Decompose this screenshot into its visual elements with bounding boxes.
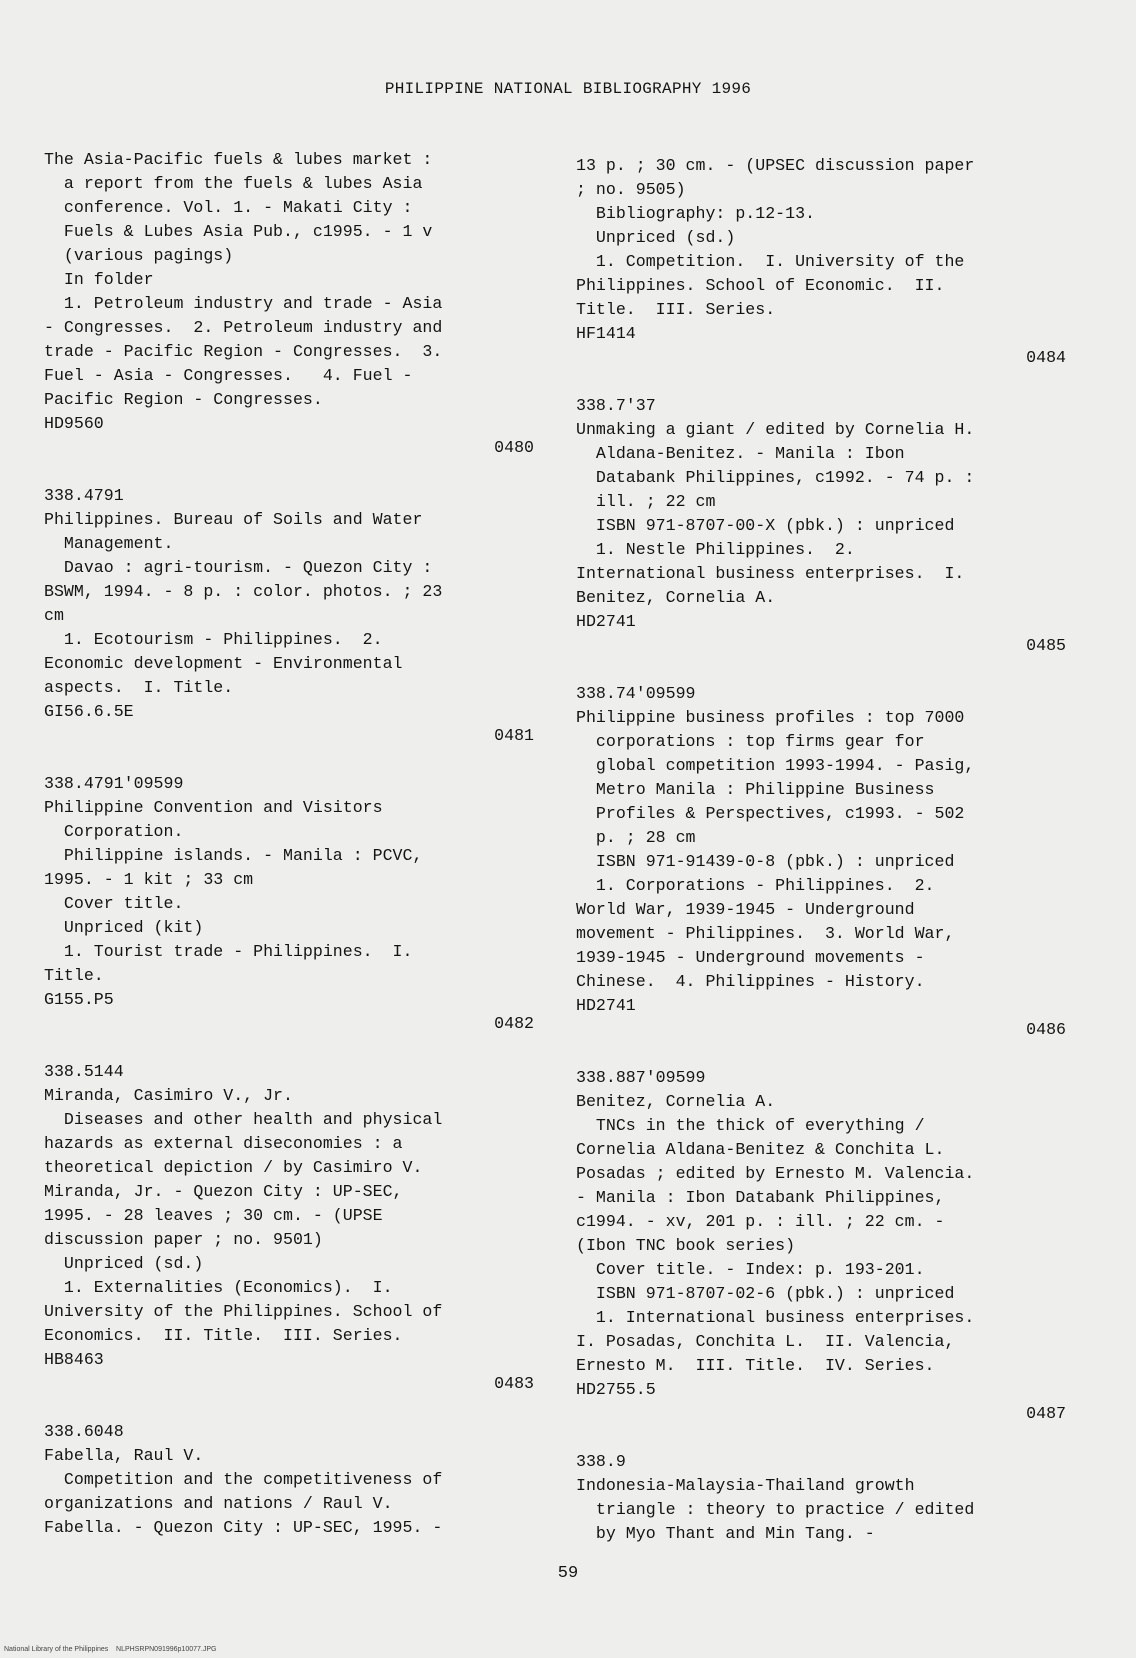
entry-line: HB8463 <box>44 1350 104 1369</box>
entry-line: triangle : theory to practice / edited <box>576 1500 975 1519</box>
entry-line: Benitez, Cornelia A. <box>576 588 776 607</box>
entry-line: Ernesto M. III. Title. IV. Series. <box>576 1356 935 1375</box>
entry-line: Cover title. <box>44 894 184 913</box>
entry-line: Posadas ; edited by Ernesto M. Valencia. <box>576 1164 975 1183</box>
entry-line: Philippine Convention and Visitors <box>44 798 383 817</box>
bibliography-column-left <box>44 148 534 1540</box>
entry-spacer <box>576 658 1066 682</box>
entry-line: 1. Ecotourism - Philippines. 2. <box>44 630 383 649</box>
entry-spacer <box>576 370 1066 394</box>
entry-number-text: 0487 <box>1026 1404 1066 1423</box>
entry-line: Management. <box>44 534 174 553</box>
entry-number-text: 0480 <box>494 438 534 457</box>
entry-number-text: 0482 <box>494 1014 534 1033</box>
entry-line: 1. Corporations - Philippines. 2. <box>576 876 935 895</box>
entry-line: Diseases and other health and physical <box>44 1110 443 1129</box>
entry-line: 338.4791'09599 <box>44 774 184 793</box>
entry-line: discussion paper ; no. 9501) <box>44 1230 323 1249</box>
entry-line: Title. <box>44 966 104 985</box>
entry-line: 1. Petroleum industry and trade - Asia <box>44 294 443 313</box>
entry-line: theoretical depiction / by Casimiro V. <box>44 1158 423 1177</box>
entry-line: Philippine islands. - Manila : PCVC, <box>44 846 423 865</box>
entry-line: global competition 1993-1994. - Pasig, <box>576 756 975 775</box>
entry-line: 1. Tourist trade - Philippines. I. <box>44 942 413 961</box>
entry-spacer <box>576 1042 1066 1066</box>
entry-number <box>576 346 1066 370</box>
entry-number <box>576 634 1066 658</box>
entry-line: HD2741 <box>576 612 636 631</box>
entry-line: conference. Vol. 1. - Makati City : <box>44 198 413 217</box>
entry-line: HD9560 <box>44 414 104 433</box>
entry-line: (various pagings) <box>44 246 234 265</box>
entry-number-text: 0484 <box>1026 348 1066 367</box>
entry-line: Title. III. Series. <box>576 300 776 319</box>
entry-line: ISBN 971-8707-02-6 (pbk.) : unpriced <box>576 1284 955 1303</box>
bibliography-entry <box>576 1066 1066 1402</box>
entry-line: Philippines. School of Economic. II. <box>576 276 945 295</box>
entry-line: Metro Manila : Philippine Business <box>576 780 935 799</box>
entry-line: Fuel - Asia - Congresses. 4. Fuel - <box>44 366 413 385</box>
page-title: PHILIPPINE NATIONAL BIBLIOGRAPHY 1996 <box>384 80 752 98</box>
page-number: 59 <box>557 1564 579 1583</box>
entry-line: Unpriced (sd.) <box>576 228 736 247</box>
entry-line: ; no. 9505) <box>576 180 686 199</box>
entry-line: Cornelia Aldana-Benitez & Conchita L. <box>576 1140 945 1159</box>
entry-line: Competition and the competitiveness of <box>44 1470 443 1489</box>
entry-line: a report from the fuels & lubes Asia <box>44 174 423 193</box>
entry-line: 1. Externalities (Economics). I. <box>44 1278 393 1297</box>
entry-line: Unpriced (kit) <box>44 918 204 937</box>
entry-line: Economic development - Environmental <box>44 654 403 673</box>
entry-line: aspects. I. Title. <box>44 678 234 697</box>
entry-line: Philippine business profiles : top 7000 <box>576 708 965 727</box>
entry-number <box>576 1018 1066 1042</box>
entry-line: trade - Pacific Region - Congresses. 3. <box>44 342 443 361</box>
bibliography-entry <box>44 1420 534 1540</box>
entry-line: Pacific Region - Congresses. <box>44 390 323 409</box>
entry-line: International business enterprises. I. <box>576 564 965 583</box>
entry-line: HD2741 <box>576 996 636 1015</box>
entry-number-text: 0485 <box>1026 636 1066 655</box>
entry-line: TNCs in the thick of everything / <box>576 1116 925 1135</box>
entry-number-text: 0481 <box>494 726 534 745</box>
entry-line: ill. ; 22 cm <box>576 492 716 511</box>
entry-line: Miranda, Casimiro V., Jr. <box>44 1086 293 1105</box>
entry-line: Corporation. <box>44 822 184 841</box>
bibliography-entry <box>576 394 1066 634</box>
bibliography-entry <box>44 772 534 1012</box>
entry-line: p. ; 28 cm <box>576 828 696 847</box>
entry-spacer <box>44 460 534 484</box>
entry-line: hazards as external diseconomies : a <box>44 1134 403 1153</box>
entry-line: Bibliography: p.12-13. <box>576 204 815 223</box>
entry-line: Profiles & Perspectives, c1993. - 502 <box>576 804 965 823</box>
entry-line: cm <box>44 606 64 625</box>
entry-number <box>576 1402 1066 1426</box>
entry-spacer <box>44 1036 534 1060</box>
entry-line: - Manila : Ibon Databank Philippines, <box>576 1188 945 1207</box>
entry-line: movement - Philippines. 3. World War, <box>576 924 955 943</box>
entry-line: 1. Competition. I. University of the <box>576 252 965 271</box>
entry-line: Aldana-Benitez. - Manila : Ibon <box>576 444 905 463</box>
entry-line: BSWM, 1994. - 8 p. : color. photos. ; 23 <box>44 582 443 601</box>
entry-line: organizations and nations / Raul V. <box>44 1494 393 1513</box>
entry-line: 338.5144 <box>44 1062 124 1081</box>
entry-line: Benitez, Cornelia A. <box>576 1092 776 1111</box>
scan-footer: National Library of the Philippines NLPHSRPN091996p10077.JPG <box>4 1646 217 1653</box>
bibliography-entry <box>44 148 534 436</box>
entry-line: 338.887'09599 <box>576 1068 706 1087</box>
entry-line: I. Posadas, Conchita L. II. Valencia, <box>576 1332 955 1351</box>
entry-line: The Asia-Pacific fuels & lubes market : <box>44 150 433 169</box>
entry-line: - Congresses. 2. Petroleum industry and <box>44 318 443 337</box>
entry-line: HD2755.5 <box>576 1380 656 1399</box>
entry-line: 1939-1945 - Underground movements - <box>576 948 925 967</box>
entry-line: 1. Nestle Philippines. 2. <box>576 540 855 559</box>
entry-number-text: 0486 <box>1026 1020 1066 1039</box>
entry-line: 338.74'09599 <box>576 684 696 703</box>
entry-line: Databank Philippines, c1992. - 74 p. : <box>576 468 975 487</box>
entry-line: by Myo Thant and Min Tang. - <box>576 1524 875 1543</box>
entry-line: corporations : top firms gear for <box>576 732 925 751</box>
entry-spacer <box>576 1426 1066 1450</box>
entry-line: Economics. II. Title. III. Series. <box>44 1326 403 1345</box>
entry-line: Fabella, Raul V. <box>44 1446 204 1465</box>
entry-line: Fabella. - Quezon City : UP-SEC, 1995. - <box>44 1518 443 1537</box>
entry-line: 1995. - 1 kit ; 33 cm <box>44 870 254 889</box>
entry-number <box>44 724 534 748</box>
entry-line: Chinese. 4. Philippines - History. <box>576 972 925 991</box>
entry-line: G155.P5 <box>44 990 114 1009</box>
entry-line: ISBN 971-8707-00-X (pbk.) : unpriced <box>576 516 955 535</box>
entry-line: In folder <box>44 270 154 289</box>
entry-line: 1995. - 28 leaves ; 30 cm. - (UPSE <box>44 1206 383 1225</box>
entry-line: World War, 1939-1945 - Underground <box>576 900 915 919</box>
bibliography-entry <box>44 484 534 724</box>
entry-line: ISBN 971-91439-0-8 (pbk.) : unpriced <box>576 852 955 871</box>
entry-line: Davao : agri-tourism. - Quezon City : <box>44 558 433 577</box>
entry-line: GI56.6.5E <box>44 702 134 721</box>
entry-line: (Ibon TNC book series) <box>576 1236 796 1255</box>
bibliography-entry <box>44 1060 534 1372</box>
bibliography-entry <box>576 682 1066 1018</box>
entry-spacer <box>44 1396 534 1420</box>
entry-line: c1994. - xv, 201 p. : ill. ; 22 cm. - <box>576 1212 945 1231</box>
entry-line: 1. International business enterprises. <box>576 1308 975 1327</box>
entry-spacer <box>44 748 534 772</box>
entry-line: 338.4791 <box>44 486 124 505</box>
entry-number <box>44 1012 534 1036</box>
entry-number <box>44 436 534 460</box>
entry-line: Miranda, Jr. - Quezon City : UP-SEC, <box>44 1182 403 1201</box>
entry-line: Unpriced (sd.) <box>44 1254 204 1273</box>
entry-line: 338.7'37 <box>576 396 656 415</box>
entry-line: Cover title. - Index: p. 193-201. <box>576 1260 925 1279</box>
entry-line: University of the Philippines. School of <box>44 1302 443 1321</box>
entry-number-text: 0483 <box>494 1374 534 1393</box>
bibliography-entry <box>576 154 1066 346</box>
entry-line: 13 p. ; 30 cm. - (UPSEC discussion paper <box>576 156 975 175</box>
entry-line: HF1414 <box>576 324 636 343</box>
bibliography-column-right <box>576 154 1066 1546</box>
entry-line: Fuels & Lubes Asia Pub., c1995. - 1 v <box>44 222 433 241</box>
entry-line: 338.9 <box>576 1452 626 1471</box>
entry-line: Unmaking a giant / edited by Cornelia H. <box>576 420 975 439</box>
bibliography-entry <box>576 1450 1066 1546</box>
entry-line: Indonesia-Malaysia-Thailand growth <box>576 1476 915 1495</box>
entry-line: Philippines. Bureau of Soils and Water <box>44 510 423 529</box>
entry-line: 338.6048 <box>44 1422 124 1441</box>
entry-number <box>44 1372 534 1396</box>
